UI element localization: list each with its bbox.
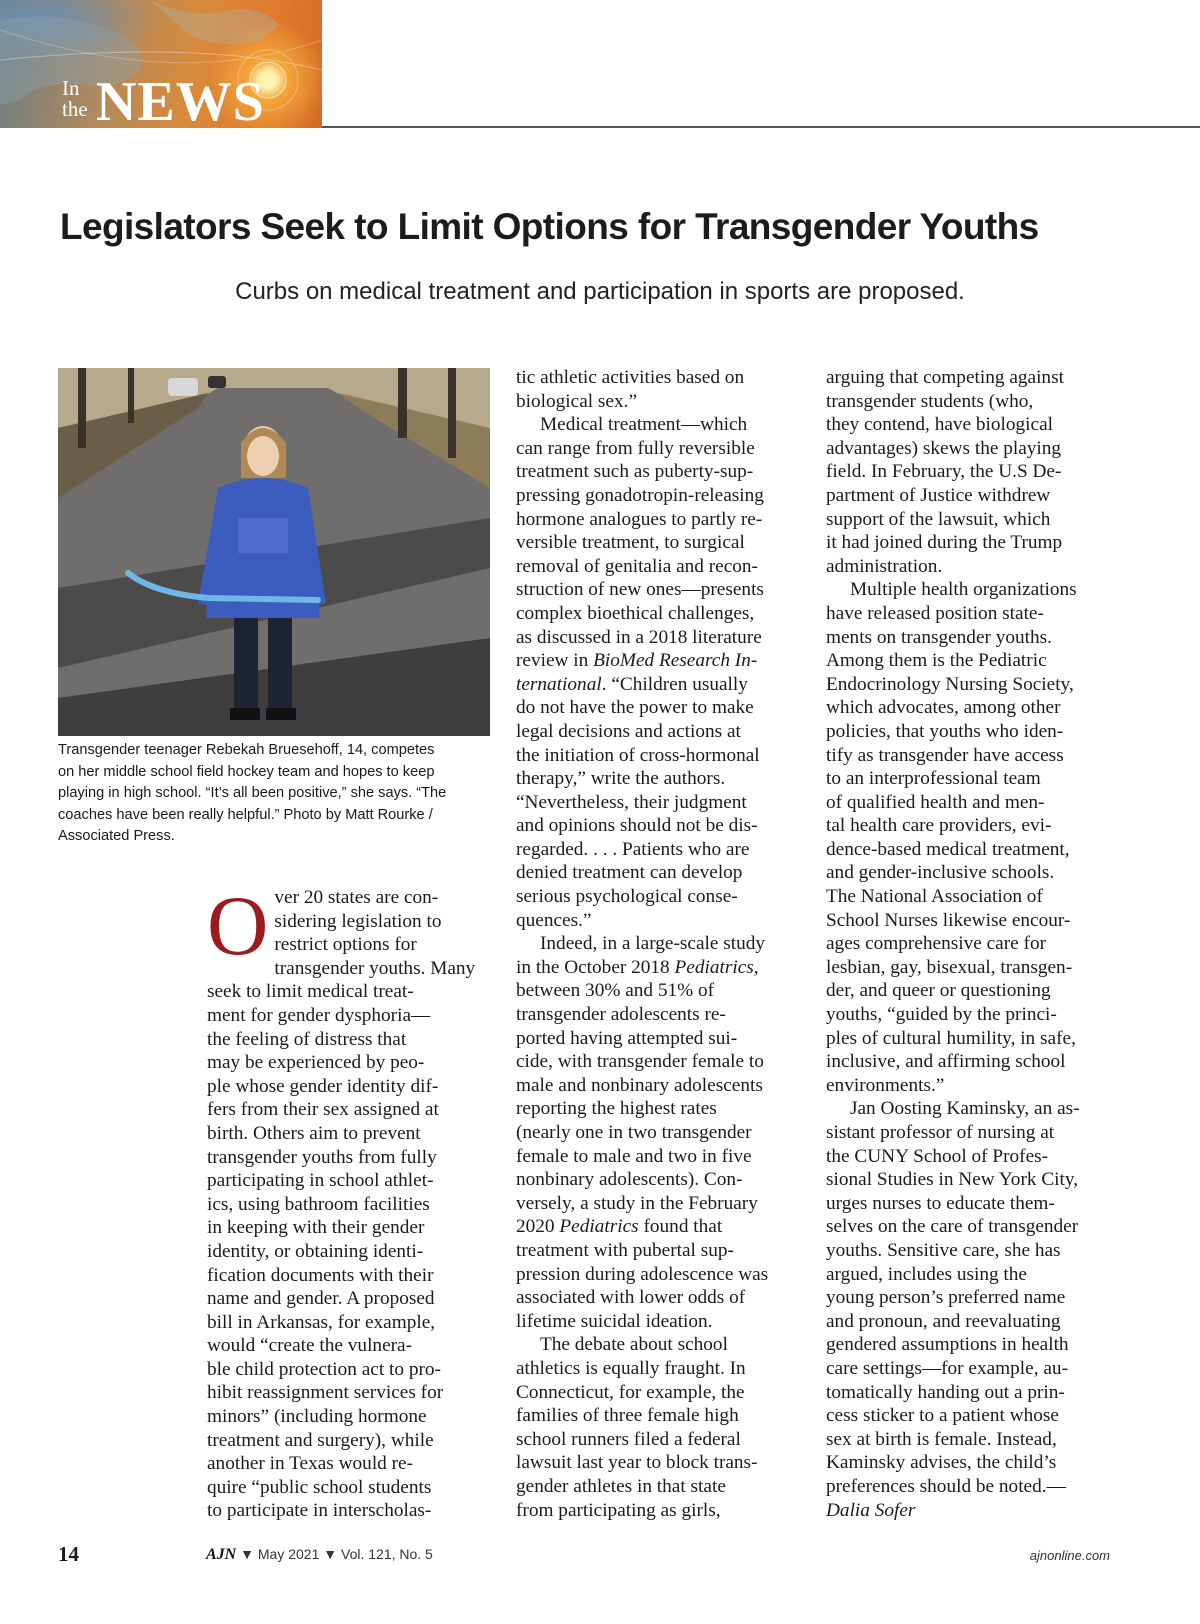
col3-paragraph-1: arguing that competing against transgender students (who, they contend, have biological advantages) skews the playing field. In February, the U.S De- partment of Justice withdrew support of the lawsuit, which it had joined during the Trump administration. (826, 367, 1064, 577)
col2-paragraph-2a: Medical treatment—which can range from fully reversible treatment such as puberty-sup- pressing gonadotropin-releasing hormone analogues to partly re- versible treatment, to surgical removal of genitalia and recon- struction of new ones—presents complex bioethical challenges, as discussed in a 2018 literature review in (516, 414, 764, 672)
banner-in-the: In the (62, 76, 88, 121)
page-number: 14 (58, 1542, 79, 1566)
col3-paragraph-3: Jan Oosting Kaminsky, an as- sistant professor of nursing at the CUNY School of Profes- sional Studies in New York City, urges nurses to educate them- selves on the care of transgender youths. Sensitive care, she has argued, includes using the young person’s preferred name and pronoun, and reevaluating gendered assumptions in health care settings—for example, au- tomatically handing out a prin- cess sticker to a patient whose sex at birth is female. Instead, Kaminsky advises, the child’s preferences should be noted.— (826, 1098, 1080, 1497)
col2-paragraph-3c: found that treatment with pubertal sup- pression during adolescence was associated with lower odds of lifetime suicidal ideation. (516, 1216, 769, 1332)
col2-paragraph-3b: , between 30% and 51% of transgender adolescents re- ported having attempted sui- cide, with transgender female to male and nonbinary adolescents reporting the highest rates (nearly one in two transgender female to male and two in five nonbinary adolescents). Con- versely, a study in the February 2020 (516, 956, 764, 1238)
col2-paragraph-2b: . “Children usually do not have the power to make legal decisions and actions at the initiation of cross-hormonal therapy,” write the authors. “Nevertheless, their judgment and opinions should not be dis- regarded. . . . Patients who are denied treatment can develop serious psychological conse- quences.” (516, 673, 760, 931)
journal-biomed: BioMed Research In- ternational (516, 650, 758, 695)
article-column-3 (826, 366, 1126, 1522)
footer-issue-info (206, 1546, 433, 1564)
footer-triangle-icon: ▼ (240, 1546, 254, 1562)
journal-pediatrics-2: Pediatrics (559, 1216, 639, 1238)
footer-triangle-icon: ▼ (323, 1546, 338, 1562)
footer-volume: Vol. 121, No. 5 (341, 1546, 433, 1562)
col1-paragraph: transgender youths. Many seek to limit medical treat- ment for gender dysphoria— the feeling of distress that may be experienced by peo- ple whose gender identity dif- fers from their sex assigned at birth. Others aim to prevent transgender youths from fully participating in school athlet- ics, using bathroom facilities in keeping with their gender identity, or obtaining identi- fication documents with their name and gender. A proposed bill in Arkansas, for example, would “create the vulnera- ble child protection act to pro- hibit reassignment services for minors” (including hormone treatment and surgery), while another in Texas would re- quire “public school students to participate in interscholas- (207, 957, 476, 1522)
article-column-2 (516, 366, 816, 1522)
in-the-news-banner (0, 0, 322, 128)
article-headline: Legislators Seek to Limit Options for Transgender Youths (60, 206, 1039, 247)
col3-paragraph-2: Multiple health organizations have released position state- ments on transgender youths. Among them is the Pediatric Endocrinology Nursing Society, which advocates, among other policies, that youths who iden- tify as transgender have access to an interprofessional team of qualified health and men- tal health care providers, evi- dence-based medical treatment, and gender-inclusive schools. The National Association of School Nurses likewise encour- ages comprehensive care for lesbian, gay, bisexual, transgen- der, and queer or questioning youths, “guided by the princi- ples of cultural humility, in safe, inclusive, and affirming school environments.” (826, 579, 1077, 1096)
photo-caption: Transgender teenager Rebekah Bruesehoff, 14, competes on her middle school field hockey team and hopes to keep playing in high school. “It’s all been positive,” she says. “The coaches have been really helpful.” Photo by Matt Rourke / Associated Press. (58, 742, 447, 844)
col2-paragraph-4: The debate about school athletics is equally fraught. In Connecticut, for example, the families of three female high school runners filed a federal lawsuit last year to block trans- gender athletes in that state from participating as girls, (516, 1334, 758, 1521)
col2-paragraph-1: tic athletic activities based on biological sex.” (516, 367, 745, 412)
col2-paragraph-3a: Indeed, in a large-scale study in the October 2018 (516, 933, 766, 978)
article-subhead: Curbs on medical treatment and participation in sports are proposed. (235, 278, 965, 305)
footer-site: ajnonline.com (1029, 1548, 1110, 1563)
banner-news: NEWS (96, 71, 265, 128)
footer-issue-date: May 2021 (257, 1546, 320, 1562)
journal-pediatrics-1: Pediatrics (674, 956, 754, 978)
drop-cap: O (207, 879, 269, 973)
article-column-1 (207, 879, 499, 1523)
footer-journal: AJN (206, 1546, 237, 1563)
col1-lead-text: ver 20 states are con- sidering legislation to restrict options for (274, 887, 442, 956)
author-byline: Dalia Sofer (826, 1499, 916, 1521)
header-rule (322, 126, 1200, 128)
article-photo (58, 368, 490, 736)
